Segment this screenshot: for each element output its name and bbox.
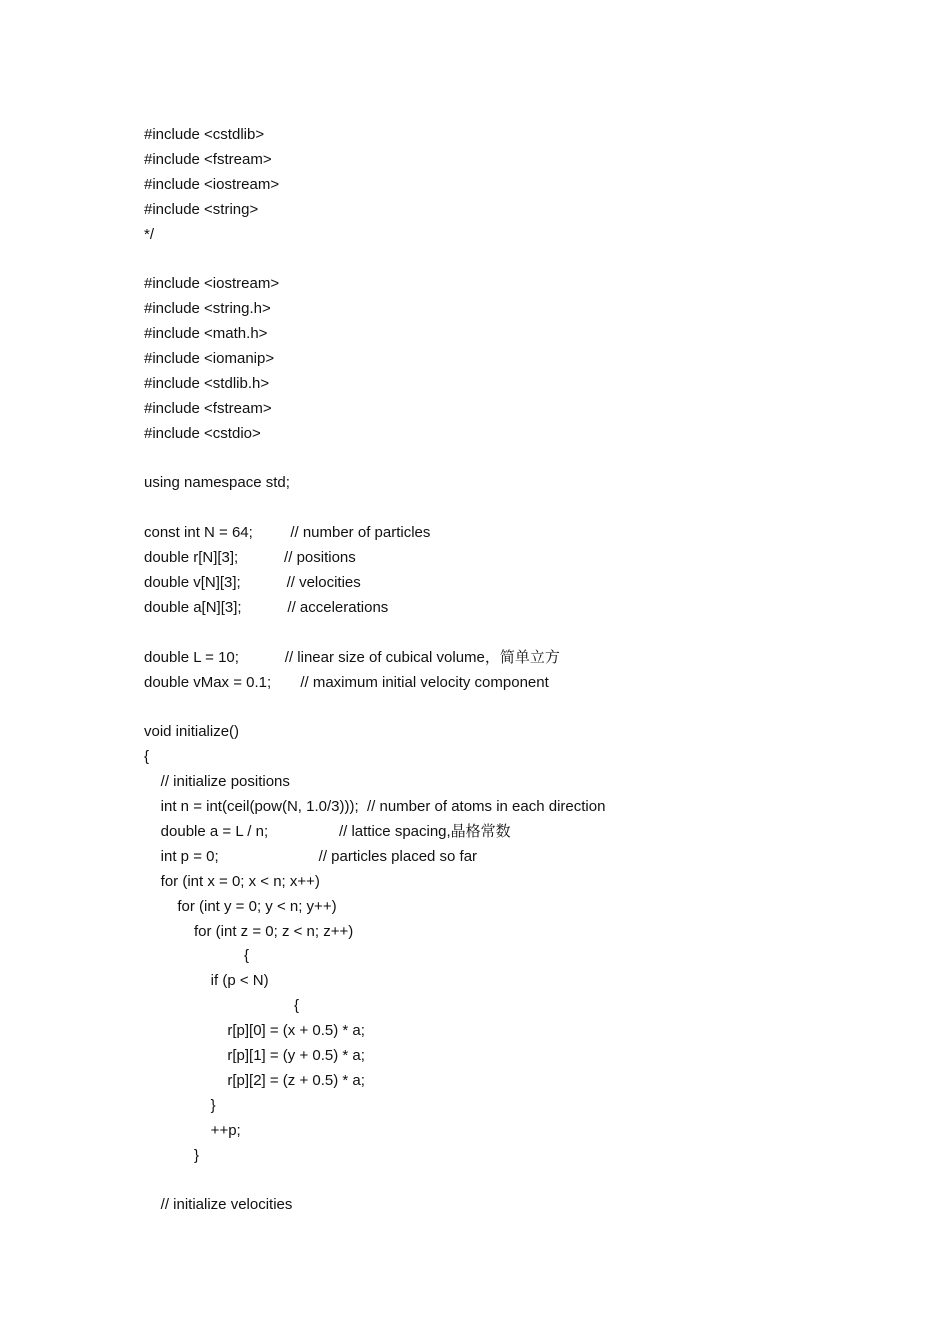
code-line: double vMax = 0.1; // maximum initial velocity component	[144, 673, 549, 691]
code-line: int p = 0; // particles placed so far	[144, 847, 478, 865]
code-line: double a = L / n; // lattice spacing,晶格常数	[144, 822, 511, 840]
code-line: #include <string.h>	[144, 300, 271, 318]
code-line: }	[144, 1146, 200, 1164]
code-line: {	[144, 748, 150, 766]
code-line: #include <stdlib.h>	[144, 374, 270, 392]
code-line: #include <fstream>	[144, 150, 272, 168]
code-line: int n = int(ceil(pow(N, 1.0/3))); // number of atoms in each direction	[144, 798, 606, 816]
code-line	[144, 247, 844, 272]
code-line: */	[144, 225, 155, 243]
code-listing	[144, 123, 844, 1218]
code-line: {	[144, 997, 300, 1015]
code-line	[144, 695, 844, 720]
code-line: // initialize velocities	[144, 1196, 293, 1214]
code-line: #include <iostream>	[144, 275, 280, 293]
code-line: const int N = 64; // number of particles	[144, 524, 431, 542]
code-line: ++p;	[144, 1121, 241, 1139]
code-line: for (int z = 0; z < n; z++)	[144, 922, 354, 940]
code-line: for (int y = 0; y < n; y++)	[144, 897, 337, 915]
code-line: {	[144, 947, 250, 965]
code-line: #include <cstdio>	[144, 424, 261, 442]
code-line: // initialize positions	[144, 773, 290, 791]
code-line: #include <cstdlib>	[144, 126, 265, 143]
code-line: #include <iomanip>	[144, 350, 275, 368]
code-line: double r[N][3]; // positions	[144, 549, 356, 567]
code-line: r[p][2] = (z + 0.5) * a;	[144, 1071, 365, 1089]
code-line	[144, 621, 844, 646]
code-line: r[p][1] = (y + 0.5) * a;	[144, 1046, 365, 1064]
code-line: for (int x = 0; x < n; x++)	[144, 872, 320, 890]
code-line: if (p < N)	[144, 972, 269, 990]
code-line: double v[N][3]; // velocities	[144, 574, 361, 592]
code-line: #include <string>	[144, 200, 259, 218]
code-line: #include <fstream>	[144, 399, 272, 417]
code-line: #include <iostream>	[144, 175, 280, 193]
code-line: void initialize()	[144, 723, 240, 741]
code-line: double L = 10; // linear size of cubical volume，简单立方	[144, 648, 560, 666]
code-line: using namespace std;	[144, 474, 290, 492]
code-line	[144, 1168, 844, 1193]
code-line: #include <math.h>	[144, 325, 268, 343]
code-line: r[p][0] = (x + 0.5) * a;	[144, 1022, 365, 1040]
code-line	[144, 496, 844, 521]
code-line: }	[144, 1096, 216, 1114]
code-line: double a[N][3]; // accelerations	[144, 598, 389, 616]
code-line	[144, 447, 844, 472]
